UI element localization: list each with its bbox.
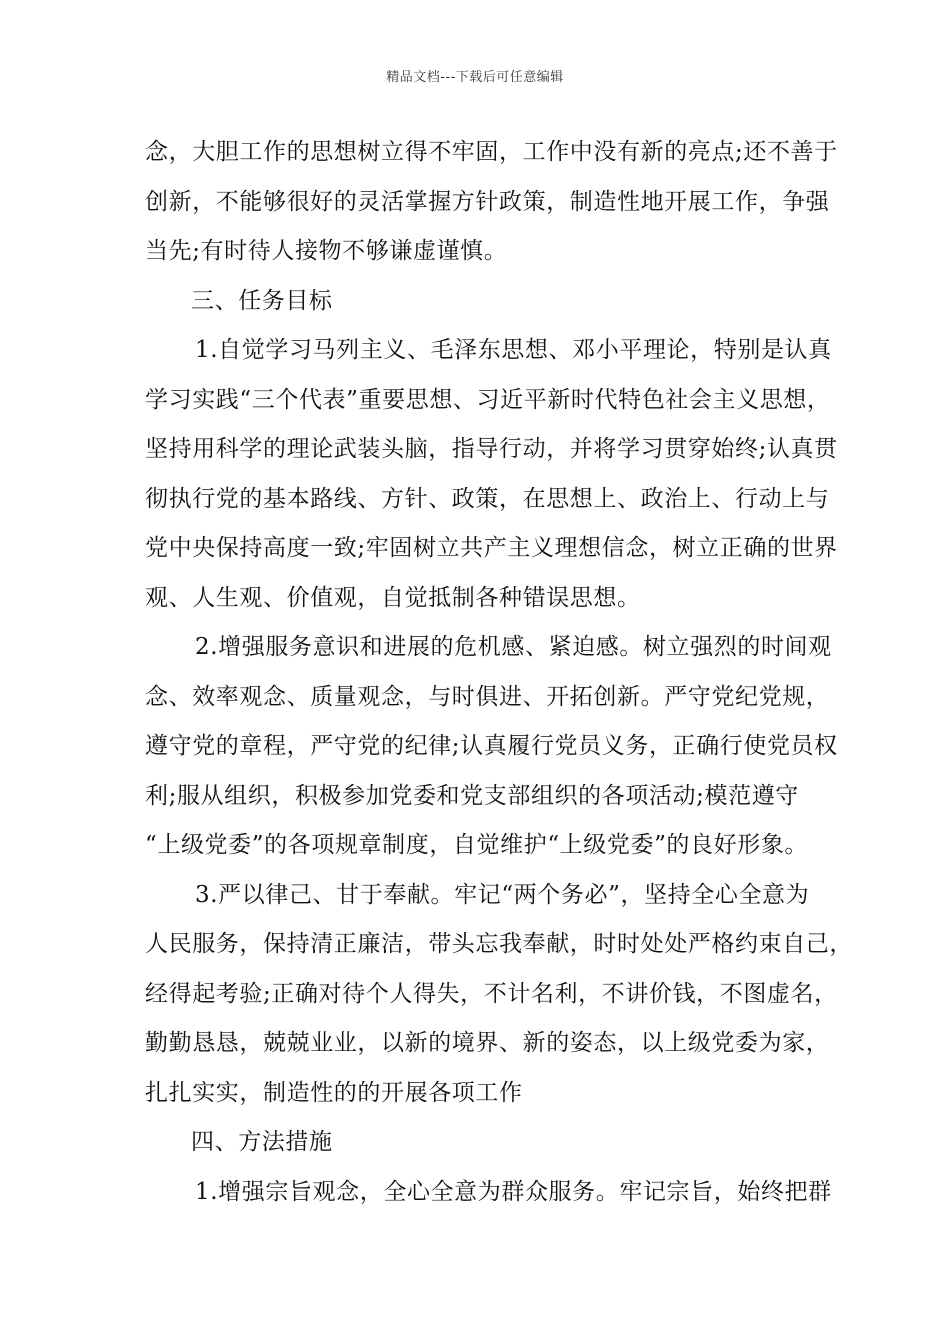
page-header: 精品文档---下载后可任意编辑 [386, 70, 564, 85]
text-line: 当先;有时待人接物不够谦虚谨慎。 [145, 238, 508, 264]
text-line: 坚持用科学的理论武装头脑，指导行动，并将学习贯穿始终;认真贯 [145, 436, 838, 462]
text-line: 1.增强宗旨观念，全心全意为群众服务。牢记宗旨，始终把群 [195, 1178, 832, 1205]
text-line: 创新，不能够很好的灵活掌握方针政策，制造性地开展工作，争强 [145, 188, 830, 215]
text-line: 1.自觉学习马列主义、毛泽东思想、邓小平理论，特别是认真 [195, 337, 832, 363]
text-line: 学习实践“三个代表”重要思想、习近平新时代特色社会主义思想， [145, 386, 831, 413]
text-line: 3.严以律己、甘于奉献。牢记“两个务必”，坚持全心全意为 [195, 881, 810, 908]
section-heading: 三、任务目标 [191, 287, 333, 314]
text-line: 彻执行党的基本路线、方针、政策，在思想上、政治上、行动上与 [145, 485, 830, 512]
text-line: 经得起考验;正确对待个人得失，不计名利，不讲价钱，不图虚名， [145, 980, 838, 1007]
text-line: 党中央保持高度一致;牢固树立共产主义理想信念，树立正确的世界 [145, 535, 838, 561]
document-body [145, 128, 853, 1217]
text-line: 念，大胆工作的思想树立得不牢固，工作中没有新的亮点;还不善于 [145, 139, 838, 165]
text-line: 利;服从组织，积极参加党委和党支部组织的各项活动;模范遵守 [145, 782, 799, 809]
section-heading: 四、方法措施 [191, 1129, 333, 1155]
text-line: 人民服务，保持清正廉洁，带头忘我奉献，时时处处严格约束自己， [145, 931, 853, 957]
text-line: “上级党委”的各项规章制度，自觉维护“上级党委”的良好形象。 [145, 832, 809, 858]
text-line: 遵守党的章程，严守党的纪律;认真履行党员义务，正确行使党员权 [145, 733, 838, 759]
text-line: 观、人生观、价值观，自觉抵制各种错误思想。 [145, 584, 641, 611]
text-line: 扎扎实实，制造性的的开展各项工作 [145, 1079, 523, 1106]
text-line: 念、效率观念、质量观念，与时俱进、开拓创新。严守党纪党规， [145, 683, 830, 710]
text-line: 勤勤恳恳，兢兢业业，以新的境界、新的姿态，以上级党委为家， [145, 1030, 830, 1056]
text-line: 2.增强服务意识和进展的危机感、紧迫感。树立强烈的时间观 [195, 634, 832, 660]
